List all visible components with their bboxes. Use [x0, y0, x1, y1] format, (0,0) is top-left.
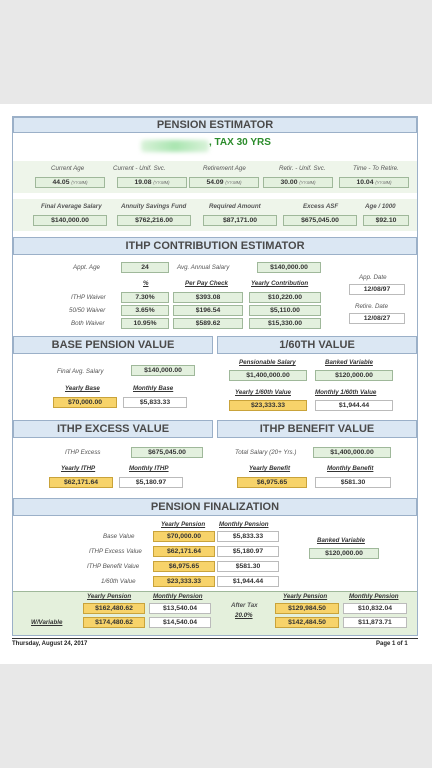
- final-sixtieth-yearly: $23,333.33: [153, 576, 215, 587]
- current-svc-number: 19.08: [134, 179, 152, 186]
- summary-post-yearly-header: Yearly Pension: [283, 593, 328, 600]
- current-svc-label: Current - Unif. Svc.: [113, 165, 166, 172]
- required-amount-label: Required Amount: [209, 203, 261, 210]
- age-per-1000-label: Age / 1000: [365, 203, 396, 210]
- retir-svc-label: Retir. - Unif. Svc.: [279, 165, 326, 172]
- summary-pre-monthly-1: $13,540.04: [149, 603, 211, 614]
- footer-page: Page 1 of 1: [376, 641, 408, 647]
- page-title: PENSION ESTIMATOR: [13, 117, 417, 133]
- yearly-benefit-label: Yearly Benefit: [249, 465, 291, 472]
- time-to-retire-value: [339, 177, 409, 188]
- ithp-waiver-label: ITHP Waiver: [71, 294, 106, 301]
- appt-age-label: Appt. Age: [73, 264, 100, 271]
- ithp-waiver-pct: 7.30%: [121, 292, 169, 303]
- excess-asf-label: Excess ASF: [303, 203, 339, 210]
- app-date-label: App. Date: [359, 274, 387, 281]
- annuity-savings-label: Annuity Savings Fund: [121, 203, 187, 210]
- retir-svc-value: [263, 177, 333, 188]
- monthly-benefit-label: Monthly Benefit: [327, 465, 374, 472]
- yearly-sixtieth-label: Yearly 1/60th Value: [235, 389, 291, 396]
- pension-page: [12, 116, 418, 636]
- pension-finalization-header: PENSION FINALIZATION: [13, 498, 417, 516]
- final-avg-salary-value: $140,000.00: [33, 215, 107, 226]
- both-waiver-yearly: $15,330.00: [249, 318, 321, 329]
- retirement-age-value: [189, 177, 259, 188]
- retirement-age-number: 54.09: [206, 179, 224, 186]
- time-to-retire-number: 10.04: [356, 179, 374, 186]
- final-benefit-label: ITHP Benefit Value: [87, 563, 140, 570]
- monthly-sixtieth-label: Monthly 1/60th Value: [315, 389, 377, 396]
- monthly-base-label: Monthly Base: [133, 385, 174, 392]
- yearly-contribution-col-header: Yearly Contribution: [251, 280, 309, 287]
- final-base-yearly: $70,000.00: [153, 531, 215, 542]
- current-svc-value: [117, 177, 187, 188]
- per-pay-check-col-header: Per Pay Check: [185, 280, 228, 287]
- yearly-ithp-label: Yearly ITHP: [61, 465, 96, 472]
- final-benefit-monthly: $581.30: [217, 561, 279, 572]
- time-to-retire-label: Time - To Retire.: [353, 165, 399, 172]
- pct-col-header: %: [143, 280, 149, 287]
- summary-pre-monthly-2: $14,540.04: [149, 617, 211, 628]
- retire-date-value: 12/08/27: [349, 313, 405, 324]
- retirement-age-label: Retirement Age: [203, 165, 246, 172]
- total-salary-value: $1,400,000.00: [313, 447, 391, 458]
- yearly-base-label: Yearly Base: [65, 385, 100, 392]
- final-avg-salary-value-2: $140,000.00: [131, 365, 195, 376]
- footer-date: Thursday, August 24, 2017: [12, 641, 88, 647]
- ithp-waiver-ppc: $393.08: [173, 292, 243, 303]
- fifty-waiver-label: 50/50 Waiver: [69, 307, 106, 314]
- annuity-savings-value: $762,216.00: [117, 215, 191, 226]
- summary-pre-monthly-header: Monthly Pension: [153, 593, 203, 600]
- monthly-ithp-label: Monthly ITHP: [129, 465, 169, 472]
- appt-age-value: 24: [121, 262, 169, 273]
- base-pension-header: BASE PENSION VALUE: [13, 336, 213, 354]
- retir-svc-number: 30.00: [280, 179, 298, 186]
- final-sixtieth-label: 1/60th Value: [101, 578, 136, 585]
- ithp-excess-value: $675,045.00: [131, 447, 203, 458]
- final-avg-salary-label: Final Average Salary: [41, 203, 102, 210]
- retire-date-label: Retire. Date: [355, 303, 389, 310]
- yearly-ithp-value: $62,171.64: [49, 477, 113, 488]
- banked-variable-value: $120,000.00: [315, 370, 393, 381]
- fifty-waiver-ppc: $196.54: [173, 305, 243, 316]
- excess-asf-value: $675,045.00: [283, 215, 357, 226]
- summary-post-monthly-2: $11,873.71: [343, 617, 407, 628]
- redacted-name: [141, 140, 209, 152]
- both-waiver-ppc: $589.62: [173, 318, 243, 329]
- final-base-label: Base Value: [103, 533, 135, 540]
- footer-rule: [12, 638, 418, 639]
- final-monthly-col-header: Monthly Pension: [219, 521, 269, 528]
- final-excess-monthly: $5,180.97: [217, 546, 279, 557]
- ithp-contribution-header: ITHP CONTRIBUTION ESTIMATOR: [13, 237, 417, 255]
- monthly-sixtieth-value: $1,944.44: [315, 400, 393, 411]
- current-age-value: [35, 177, 105, 188]
- after-tax-label: After Tax: [231, 602, 258, 609]
- avg-annual-salary-value: $140,000.00: [257, 262, 321, 273]
- time-to-retire-unit: (YY.MM): [375, 180, 392, 185]
- retirement-age-unit: (YY.MM): [225, 180, 242, 185]
- final-sixtieth-monthly: $1,944.44: [217, 576, 279, 587]
- final-yearly-col-header: Yearly Pension: [161, 521, 206, 528]
- ithp-excess-label: ITHP Excess: [65, 449, 101, 456]
- avg-annual-salary-label: Avg. Annual Salary: [177, 264, 230, 271]
- final-banked-label: Banked Variable: [317, 537, 365, 544]
- current-age-unit: (YY.MM): [71, 180, 88, 185]
- fifty-waiver-pct: 3.65%: [121, 305, 169, 316]
- both-waiver-pct: 10.95%: [121, 318, 169, 329]
- ithp-excess-header: ITHP EXCESS VALUE: [13, 420, 213, 438]
- final-excess-label: ITHP Excess Value: [89, 548, 142, 555]
- summary-post-yearly-2: $142,484.50: [275, 617, 339, 628]
- retir-svc-unit: (YY.MM): [299, 180, 316, 185]
- age-per-1000-value: $92.10: [363, 215, 409, 226]
- final-benefit-yearly: $6,975.65: [153, 561, 215, 572]
- yearly-base-value: $70,000.00: [53, 397, 117, 408]
- pensionable-salary-value: $1,400,000.00: [229, 370, 307, 381]
- fifty-waiver-yearly: $5,110.00: [249, 305, 321, 316]
- yearly-benefit-value: $6,975.65: [237, 477, 307, 488]
- summary-pre-yearly-1: $162,480.62: [83, 603, 145, 614]
- monthly-benefit-value: $581.30: [315, 477, 391, 488]
- final-banked-value: $120,000.00: [309, 548, 379, 559]
- summary-post-yearly-1: $129,984.50: [275, 603, 339, 614]
- final-base-monthly: $5,833.33: [217, 531, 279, 542]
- current-age-number: 44.05: [52, 179, 70, 186]
- final-avg-salary-label-2: Final Avg. Salary: [57, 368, 104, 375]
- yearly-sixtieth-value: $23,333.33: [229, 400, 307, 411]
- summary-pre-yearly-header: Yearly Pension: [87, 593, 132, 600]
- summary-pre-yearly-2: $174,480.62: [83, 617, 145, 628]
- current-svc-unit: (YY.MM): [153, 180, 170, 185]
- total-salary-label: Total Salary (20+ Yrs.): [235, 449, 297, 456]
- sixtieth-header: 1/60TH VALUE: [217, 336, 417, 354]
- document-sheet: [0, 104, 432, 664]
- required-amount-value: $87,171.00: [203, 215, 277, 226]
- monthly-ithp-value: $5,180.97: [119, 477, 183, 488]
- summary-post-monthly-1: $10,832.04: [343, 603, 407, 614]
- current-age-label: Current Age: [51, 165, 85, 172]
- pensionable-salary-label: Pensionable Salary: [239, 359, 296, 366]
- banked-variable-label: Banked Variable: [325, 359, 373, 366]
- app-date-value: 12/08/97: [349, 284, 405, 295]
- ithp-benefit-header: ITHP BENEFIT VALUE: [217, 420, 417, 438]
- after-tax-pct: 20.0%: [235, 612, 253, 619]
- final-excess-yearly: $62,171.64: [153, 546, 215, 557]
- summary-post-monthly-header: Monthly Pension: [349, 593, 399, 600]
- both-waiver-label: Both Waiver: [71, 320, 105, 327]
- monthly-base-value: $5,833.33: [123, 397, 187, 408]
- page-subtitle: , TAX 30 YRS: [209, 137, 271, 148]
- ithp-waiver-yearly: $10,220.00: [249, 292, 321, 303]
- wvariable-label: W/Variable: [31, 619, 63, 626]
